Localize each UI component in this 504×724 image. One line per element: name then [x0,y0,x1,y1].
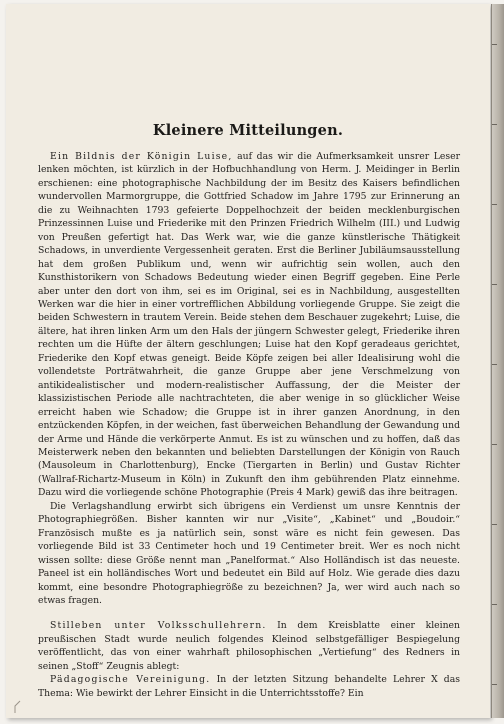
ruler-tick [492,284,497,285]
paragraph-koenigin-luise [38,150,460,500]
ruler-tick [492,204,497,205]
ruler-tick [492,684,497,685]
paragraph-text: Die Verlagshandlung erwirbt sich übrigens ein Verdienst um unsre Kenntnis der Photographiegrößen. Bisher kannten wir nur „Visite“, „Kabinet“ und „Boudoir.“ Französisch mußte es ja natürlich sein, sonst wäre es nicht fein gewesen. Das vorliegende Bild ist 33 Centimeter hoch und 19 Centimeter breit. Wer es noch nicht wissen sollte: diese Größe nennt man „Panelformat.“ Also Holländisch ist das neueste. Paneel ist ein holländisches Wort und bedeutet ein Bild auf Holz. Wie gerade dies dazu kommt, eine besondre Photographiegröße zu bezeichnen? Ja, wer wird auch nach so etwas fragen. [38,500,460,606]
ruler-tick [492,444,497,445]
ruler-tick [492,524,497,525]
paragraph-verlagshandlung [38,500,460,608]
ruler-tick [492,124,497,125]
lead-phrase: Stilleben unter Volksschullehrern. [50,620,267,632]
lead-phrase: Pädagogische Vereinigung. [50,674,211,686]
corner-mark-icon [14,700,28,714]
ruler-tick [492,44,497,45]
paragraph-text: In der letzten Sitzung behandelte Lehrer X das Thema: Wie bewirkt der Lehrer Einsicht in die Unterrichtsstoffe? Ein [38,674,460,699]
paragraph-text: In dem Kreisblatte einer kleinen preußischen Stadt wurde neulich folgendes Kleinod selbstgefälliger Bespiegelung veröffentlicht, das von einer wahrhaft philosophischen „Vertiefung“ des Redners in seinen „Stoff“ Zeugnis ablegt: [38,620,460,672]
paragraph-text: auf das wir die Aufmerksamkeit unsrer Leser lenken möchten, ist kürzlich in der Hofbuchhandlung von Herm. J. Meidinger in Berlin erschienen: eine photographische Nachbildung der im Besitz des Kaisers befindlichen wundervollen Marmorgruppe, die Gottfried Schadow im Jahre 1795 zur Erinnerung an die zu Weihnachten 1793 gefeierte Doppelhochzeit der beiden mecklenburgischen Prinzessinnen Luise und Friederike mit den Prinzen Friedrich Wilhelm (III.) und Ludwig von Preußen gefertigt hat. Das Werk war, wie die ganze künstlerische Thätigkeit Schadows, in unverdiente Vergessenheit geraten. Erst die Berliner Jubiläumsausstellung hat dem großen Publikum und, wenn wir aufrichtig sein wollen, auch den Kunsthistorikern von Schadows Bedeutung wieder einen Begriff gegeben. Eine Perle aber unter den dort von ihm, sei es im Original, sei es in Nachbildung, ausgestellten Werken war die hier in einer vortrefflichen Abbildung vorliegende Gruppe. Sie zeigt die beiden Schwestern in trautem Verein. Beide stehen dem Beschauer zugekehrt; Luise, die ältere, hat ihren linken Arm um den Hals der jüngern Schwester gelegt, Friederike ihren rechten um die Hüfte der ältern geschlungen; Luise hat den Kopf geradeaus gerichtet, Friederike den Kopf etwas geneigt. Beide Köpfe zeigen bei aller Idealisirung wohl die vollendetste Porträtwahrheit, die ganze Gruppe aber jene Verschmelzung von antikidealistischer und modern-realistischer Auffassung, der die Meister der klassizistischen Periode alle nachtrachteten, die aber wenige in so glücklicher Weise erreicht haben wie Schadow; die Gruppe ist in ihrer ganzen Anordnung, in den entzückenden Köpfen, in der weichen, fast überweichen Behandlung der Gewandung und der Arme und Hände die verkörperte Anmut. Es ist zu wünschen und zu hoffen, daß das Meisterwerk neben den bekannten und beliebten Darstellungen der Königin von Rauch (Mausoleum in Charlottenburg), Encke (Tiergarten in Berlin) und Gustav Richter (Wallraf-Richartz-Museum in Köln) in Zukunft den ihm gebührenden Platz einnehme. Dazu wird die vorliegende schöne Photographie (Preis 4 Mark) gewiß das ihre beitragen. [38,151,460,499]
scanned-page [6,4,490,718]
paragraph-stilleben [38,619,460,673]
article-body [38,150,460,700]
page-title: Kleinere Mitteilungen. [152,122,344,139]
paragraph-paedagogische-vereinigung [38,673,460,700]
ruler-tick [492,604,497,605]
lead-phrase: Ein Bildnis der Königin Luise, [50,151,233,162]
ruler-tick [492,364,497,365]
page-edge-scrollbar[interactable] [491,4,504,718]
